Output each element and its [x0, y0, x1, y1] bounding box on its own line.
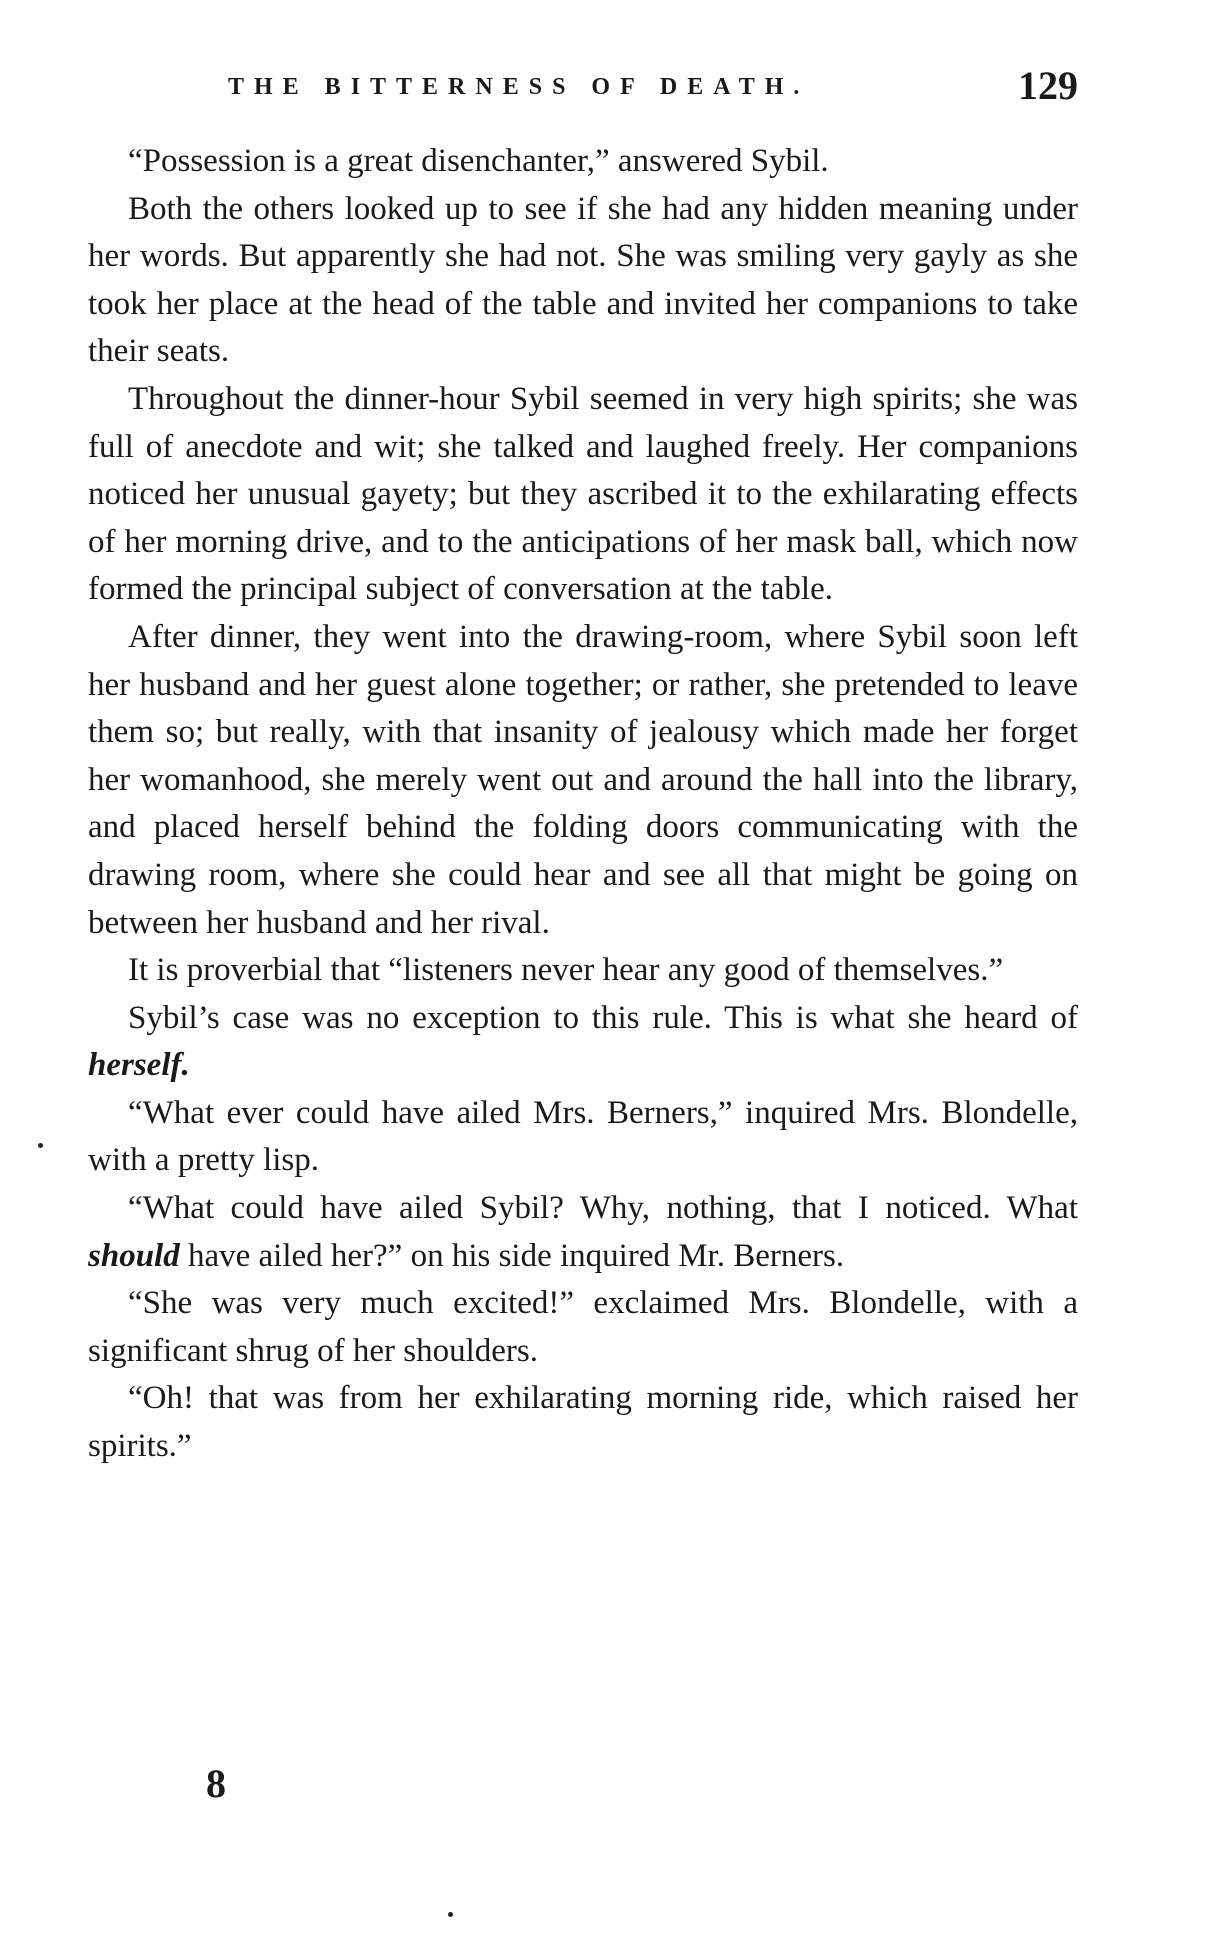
paragraph-morning-ride: “Oh! that was from her exhilarating morning ride, which raised her spirits.” [88, 1380, 1078, 1465]
paragraph-blondelle-inquiry: “What ever could have ailed Mrs. Berners,” inquired Mrs. Blondelle, with a pretty lisp. [88, 1094, 1078, 1179]
paragraph-hidden-meaning: Both the others looked up to see if she had any hidden meaning under her words. But apparently she had not. She was smiling very gayly as she took her place at the head of the table and invited her companions to take their seats. [88, 190, 1078, 370]
paragraph-excited: “She was very much excited!” exclaimed Mrs. Blondelle, with a significant shrug of her shoulders. [88, 1285, 1078, 1369]
page-number: 129 [1018, 63, 1078, 108]
paragraph-listeners: It is proverbial that “listeners never hear any good of themselves.” [128, 952, 1004, 989]
paragraph-berners-reply: “What could have ailed Sybil? Why, nothing, that I noticed. What should have ailed her?” on his side inquired Mr. Berners. [88, 1190, 1078, 1274]
paragraph-possession: “Possession is a great disenchanter,” answered Sybil. [128, 143, 829, 179]
paragraph-drawing-room: After dinner, they went into the drawing-room, where Sybil soon left her husband and her guest alone together; or rather, she pretended to leave them so; but really, with that insanity of jealousy which made her forget her womanhood, she merely went out and around the hall into the library, and placed herself behind the folding doors communicating with the drawing room, where she could hear and see all that might be going on between her husband and her rival. [88, 618, 1078, 941]
signature-mark: 8 [206, 1761, 226, 1806]
paragraph-dinner-hour: Throughout the dinner-hour Sybil seemed in very high spirits; she was full of anecdote and wit; she talked and laughed freely. Her companions noticed her unusual gayety; but they ascribed it to the exhilarating effects of her morning drive, and to the anticipations of her mask ball, which now formed the principal subject of conversation at the table. [88, 380, 1078, 608]
running-head [88, 62, 1078, 112]
paragraph-exception: Sybil’s case was no exception to this rule. This is what she heard of herself. [88, 999, 1078, 1084]
running-title: THE BITTERNESS OF DEATH. [228, 74, 810, 100]
print-speck [448, 1912, 453, 1917]
body-text [88, 138, 1078, 1471]
print-speck [38, 1143, 43, 1148]
